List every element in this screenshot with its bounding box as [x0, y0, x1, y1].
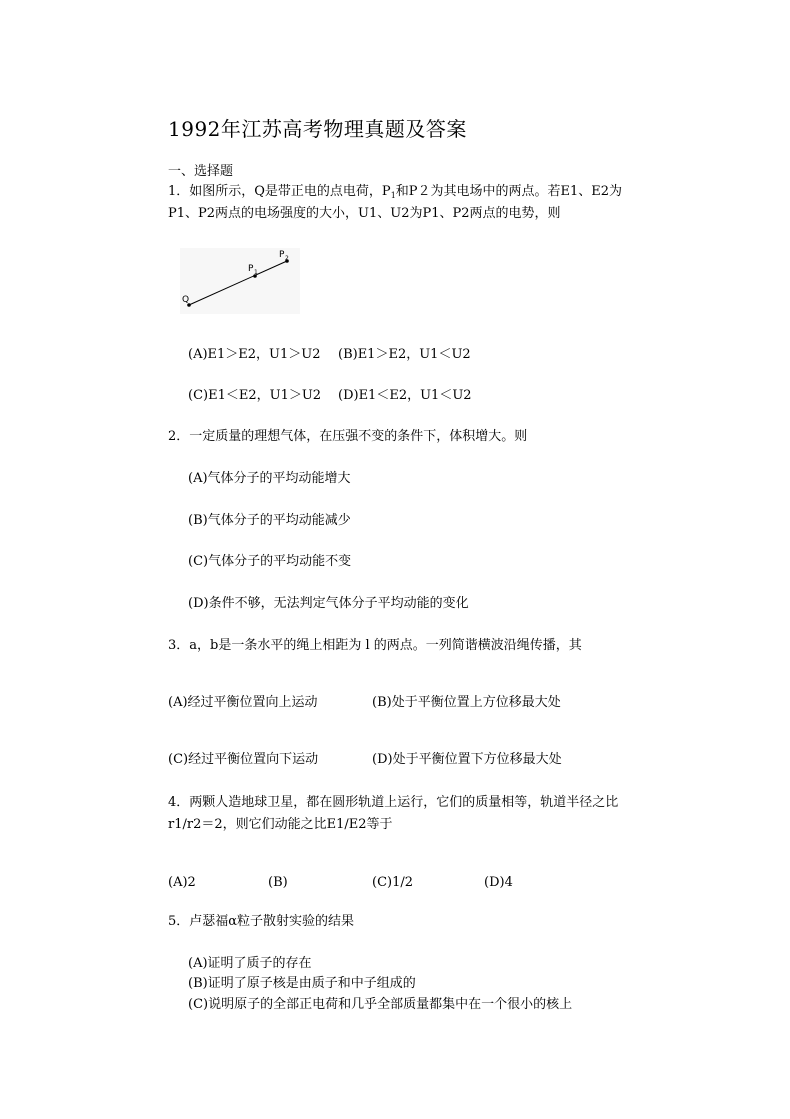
q5-option-c: (C)说明原子的全部正电荷和几乎全部质量都集中在一个很小的核上: [188, 997, 573, 1012]
q1-stem-part-b: 和P２为其电场中的两点。若E1、E2为: [395, 184, 623, 199]
q2-option-b: (B)气体分子的平均动能减少: [188, 513, 351, 528]
q4-option-d: (D)4: [484, 875, 513, 890]
q4-stem-line2: r1/r2＝2，则它们动能之比E1/E2等于: [168, 817, 393, 832]
q1-option-d: (D)E1＜E2，U1＜U2: [338, 388, 472, 403]
q5-option-a: (A)证明了质子的存在: [188, 956, 312, 971]
p1-subscript: 1: [254, 269, 258, 276]
q3-option-a: (A)经过平衡位置向上运动: [168, 695, 318, 710]
p2-subscript: 2: [285, 255, 289, 262]
q5-option-b: (B)证明了原子核是由质子和中子组成的: [188, 976, 416, 991]
q1-option-c: (C)E1＜E2，U1＞U2: [188, 388, 322, 403]
q1-stem-line1: [168, 184, 622, 201]
page-title: 1992年江苏高考物理真题及答案: [168, 117, 467, 141]
p2-label: P: [279, 250, 285, 260]
q3-option-d: (D)处于平衡位置下方位移最大处: [372, 752, 562, 767]
q4-option-c: (C)1/2: [372, 875, 414, 890]
section-heading: 一、选择题: [168, 164, 234, 179]
q1-stem-subscript: 1: [390, 191, 396, 200]
charge-q-label: Q: [182, 295, 190, 305]
field-line: [189, 261, 287, 305]
q1-option-a: (A)E1＞E2，U1＞U2: [188, 347, 321, 362]
p1-label: P: [248, 264, 254, 274]
q3-stem: 3．a，b是一条水平的绳上相距为 l 的两点。一列简谐横波沿绳传播，其: [168, 638, 582, 653]
q3-option-b: (B)处于平衡位置上方位移最大处: [372, 695, 561, 710]
q1-option-b: (B)E1＞E2，U1＜U2: [338, 347, 471, 362]
q4-option-a: (A)2: [168, 875, 196, 890]
q1-field-figure: [180, 248, 300, 314]
q2-option-c: (C)气体分子的平均动能不变: [188, 554, 352, 569]
q5-stem: 5．卢瑟福α粒子散射实验的结果: [168, 914, 355, 929]
q1-stem-part-a: 1．如图所示，Q是带正电的点电荷，P: [168, 184, 391, 199]
q4-option-b: (B): [268, 875, 288, 890]
q3-option-c: (C)经过平衡位置向下运动: [168, 752, 319, 767]
field-diagram: [180, 248, 300, 314]
q2-option-d: (D)条件不够，无法判定气体分子平均动能的变化: [188, 596, 469, 611]
q2-option-a: (A)气体分子的平均动能增大: [188, 471, 351, 486]
q4-stem-line1: 4．两颗人造地球卫星，都在圆形轨道上运行，它们的质量相等，轨道半径之比: [168, 795, 619, 810]
q2-stem: 2．一定质量的理想气体，在压强不变的条件下，体积增大。则: [168, 429, 528, 444]
q1-stem-line2: P1、P2两点的电场强度的大小，U1、U2为P1、P2两点的电势，则: [168, 206, 561, 221]
